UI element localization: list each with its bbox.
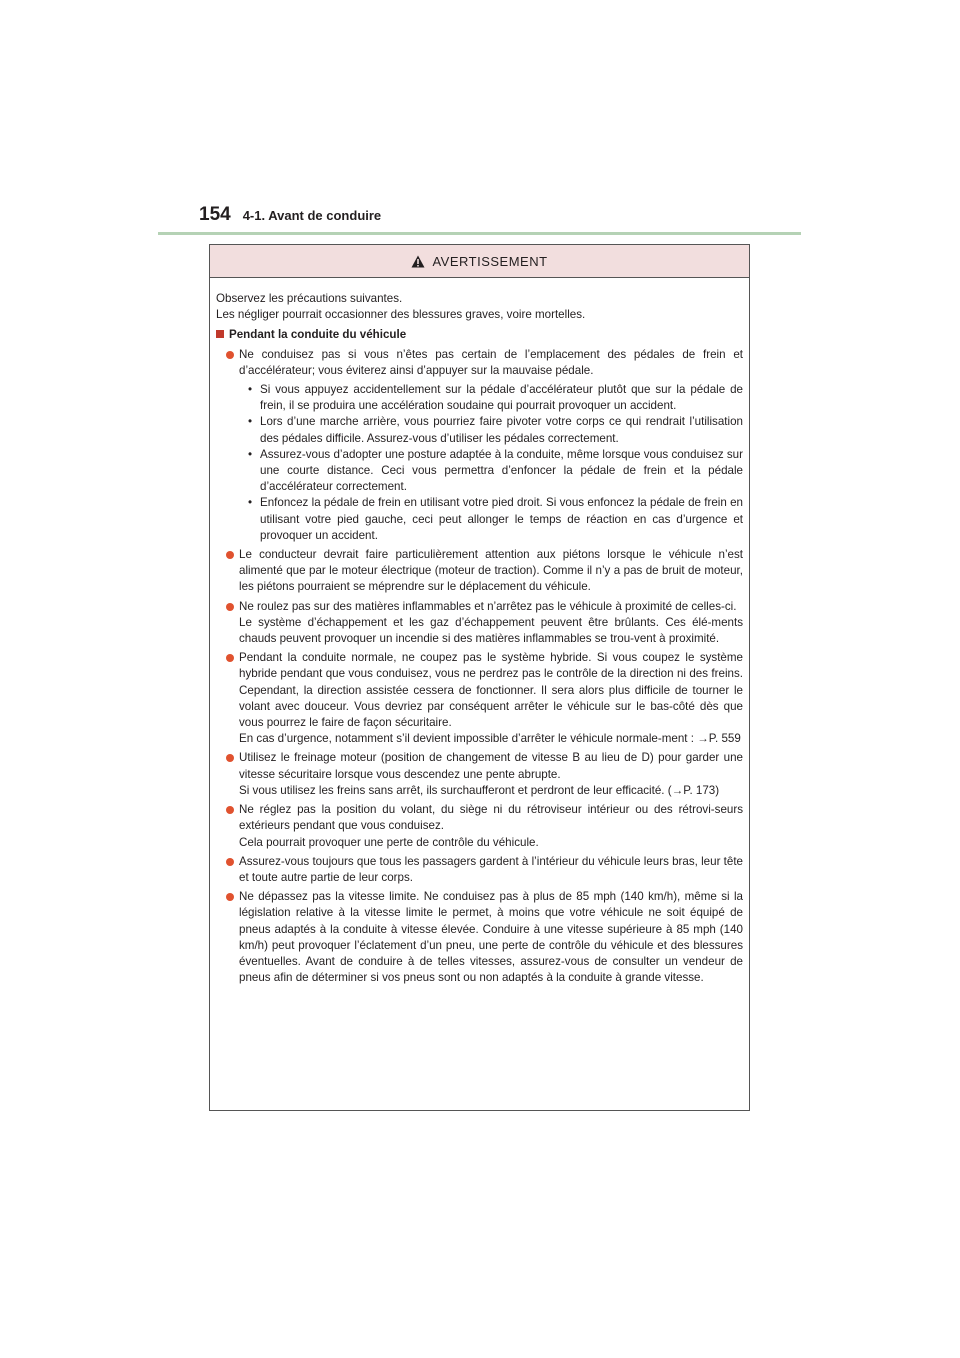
list-item (226, 547, 743, 596)
bullet-dot-icon (226, 351, 234, 359)
item-text: En cas d’urgence, notamment s’il devient impossible d’arrêter le véhicule normale-ment : →P. 559 (239, 732, 741, 746)
page-header (199, 204, 381, 226)
sub-item: • Lors d’une marche arrière, vous pourriez faire pivoter votre corps ce qui rendrait l’utilisation des pédales difficile. Assurez-vous d’utiliser les pédales correctement. (248, 415, 743, 445)
page-number: 154 (199, 204, 231, 225)
item-text: Cela pourrait provoquer une perte de contrôle du véhicule. (239, 835, 539, 849)
item-text: Le conducteur devrait faire particulièrement attention aux piétons lorsque le véhicule n’est alimenté que par le moteur électrique (moteur de traction). Comme il n’y a pas de bruit de moteur, les piétons pourraient se méprendre sur le déplacement du véhicule. (239, 548, 743, 594)
list-item (226, 802, 743, 851)
section-title: 4-1. Avant de conduire (242, 208, 382, 223)
bullet-dot-icon (226, 893, 234, 901)
warning-box (209, 244, 750, 1111)
item-text: Assurez-vous toujours que tous les passagers gardent à l’intérieur du véhicule leurs bras, leur tête et toute autre partie de leur corps. (239, 854, 743, 884)
sub-list (216, 382, 743, 544)
item-text: Utilisez le freinage moteur (position de changement de vitesse B au lieu de D) pour garder une vitesse sécuritaire lorsque vous descendez une pente abrupte. (239, 751, 743, 781)
warning-header (210, 245, 749, 278)
bullet-dot-icon (226, 551, 234, 559)
item-text: Ne roulez pas sur des matières inflammables et n’arrêtez pas le véhicule à proximité de celles-ci. (239, 599, 737, 613)
list-item (226, 347, 743, 379)
square-bullet-icon (216, 330, 224, 338)
list-item (226, 889, 743, 986)
item-text: Ne réglez pas la position du volant, du siège ni du rétroviseur intérieur ou des rétrovi-seurs extérieurs pendant que vous conduisez. (239, 803, 743, 833)
list-item (226, 750, 743, 799)
list-item (226, 854, 743, 886)
bullet-dot-icon (226, 754, 234, 762)
warning-body (210, 278, 749, 986)
header-rule (158, 232, 801, 235)
bullet-dot-icon (226, 858, 234, 866)
intro-line: Observez les précautions suivantes. (216, 292, 403, 305)
item-text: Si vous utilisez les freins sans arrêt, ils surchaufferont et perdront de leur efficacité. (→P. 173) (239, 783, 720, 797)
list-item (226, 650, 743, 747)
item-text: Le système d’échappement et les gaz d’échappement peuvent être brûlants. Ces élé-ments chauds peuvent provoquer un incendie si des matières inflammables se trou-vent à proximité. (239, 615, 743, 646)
sub-item: • Si vous appuyez accidentellement sur la pédale d’accélérateur plutôt que sur la pédale de frein, il se produira une accélération soudaine qui pourrait provoquer un accident. (248, 383, 743, 413)
sub-item: • Assurez-vous d’adopter une posture adaptée à la conduite, même lorsque vous conduisez sur une courte distance. Ceci vous permettra d’enfoncer la pédale de frein et la pédale d’accélérateur correctement. (248, 447, 743, 494)
item-text: Ne conduisez pas si vous n’êtes pas certain de l’emplacement des pédales de frein et d’accélérateur; vous éviterez ainsi d’appuyer sur la mauvaise pédale. (239, 347, 743, 377)
sub-item: • Enfoncez la pédale de frein en utilisant votre pied droit. Si vous enfoncez la pédale de frein en utilisant votre pied gauche, ceci peut allonger le temps de réaction en cas d’urgence et provoquer un accident. (248, 496, 743, 542)
warning-triangle-icon (411, 255, 425, 268)
list-item (226, 599, 743, 648)
bullet-dot-icon (226, 806, 234, 814)
item-text: Ne dépassez pas la vitesse limite. Ne conduisez pas à plus de 85 mph (140 km/h), même si la législation relative à la vitesse limite le permet, à moins que votre véhicule ne soit équipé de pneus adaptés à la conduite à vitesse élevée. Conduire à une vitesse supérieure à 85 mph (140 km/h) peut provoquer l’éclatement d’un pneu, une perte de contrôle du véhicule et des blessures éventuelles. Avant de conduire à de telles vitesses, assurez-vous de consulter un vendeur de pneus afin de déterminer si vos pneus sont ou non adaptés à la conduite à grande vitesse. (239, 890, 743, 985)
warning-title: AVERTISSEMENT (432, 253, 548, 269)
subsection-heading (216, 327, 743, 343)
bullet-dot-icon (226, 654, 234, 662)
item-text: Pendant la conduite normale, ne coupez pas le système hybride. Si vous coupez le système hybride pendant que vous conduisez, vous ne perdrez pas le contrôle de la direction ni des freins. Cependant, la direction assistée cessera de fonctionner. Il sera alors plus difficile de tourner le volant avec douceur. Vous devriez par conséquent arrêter le véhicule sur le bas-côté dès que vous pourrez le faire de façon sécuritaire. (239, 651, 743, 730)
subsection-heading-text: Pendant la conduite du véhicule (229, 328, 407, 342)
bullet-dot-icon (226, 603, 234, 611)
intro-line: Les négliger pourrait occasionner des blessures graves, voire mortelles. (216, 308, 586, 322)
